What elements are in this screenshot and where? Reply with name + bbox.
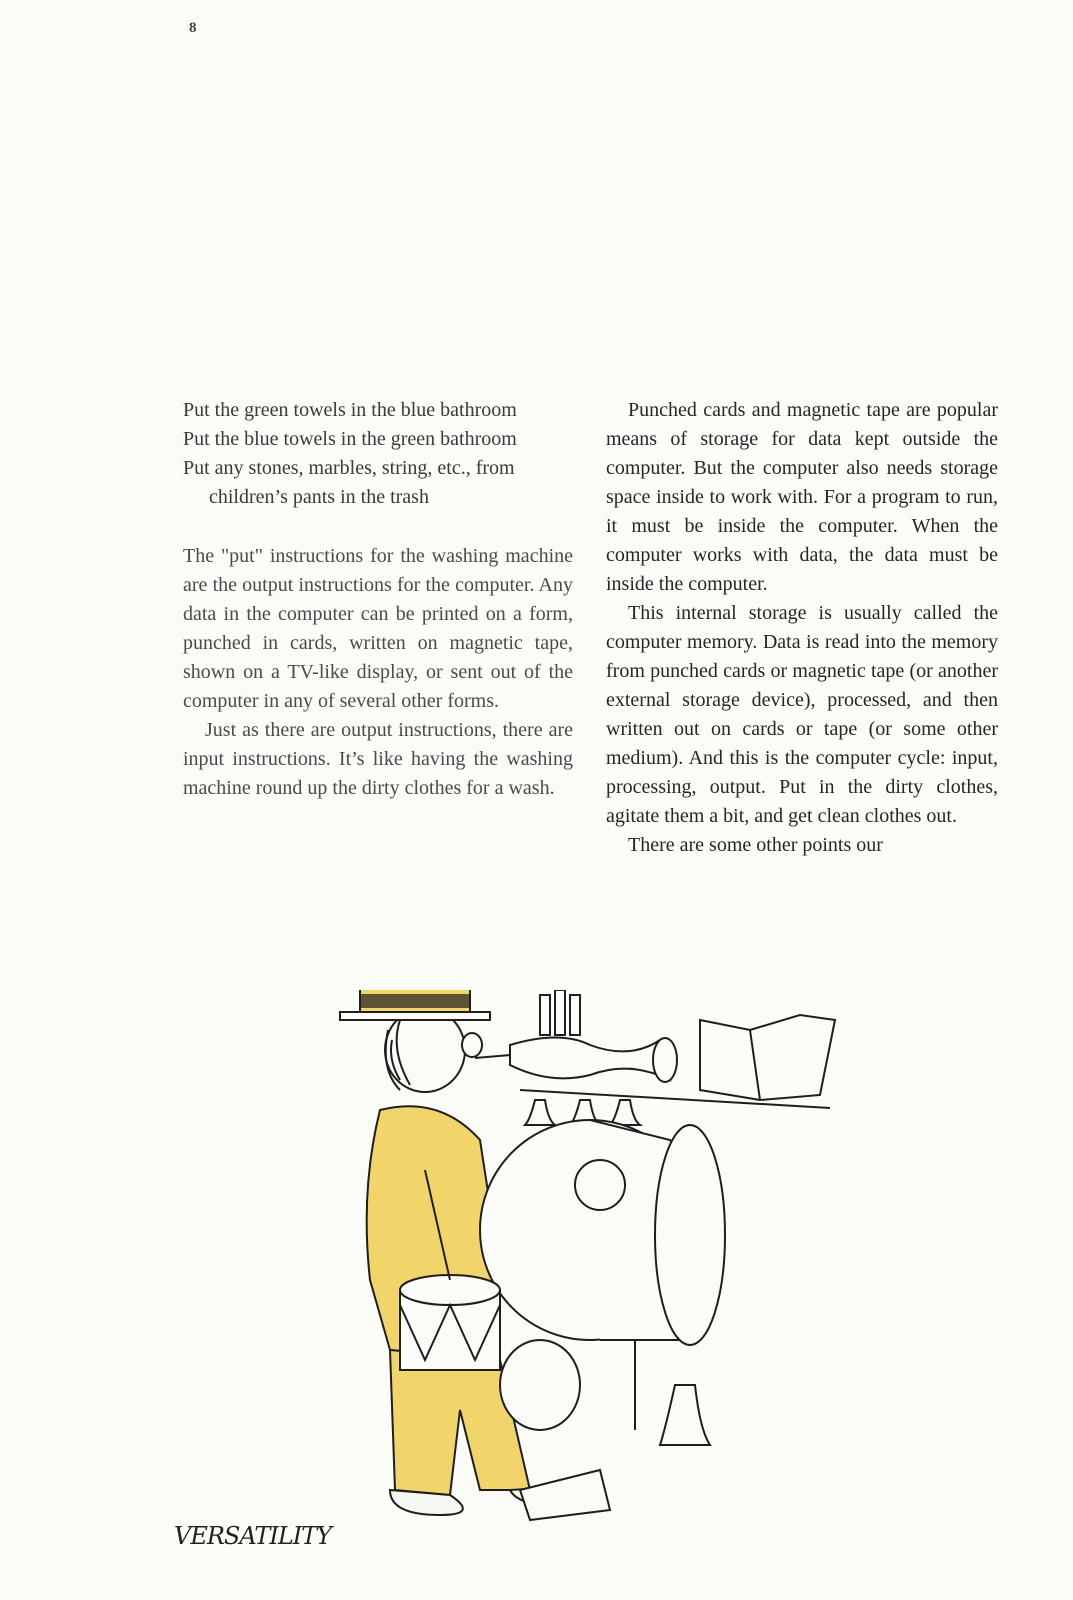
nose — [462, 1033, 482, 1057]
left-shoe — [390, 1490, 463, 1515]
trumpet-bell — [653, 1038, 677, 1082]
valve-1 — [540, 995, 550, 1035]
paragraph-input-instructions: Just as there are output instructions, there are input instructions. It’s like having the washing machine round up the dirty clothes for a wash. — [183, 719, 573, 799]
bell-1 — [525, 1100, 555, 1125]
hanging-bell — [660, 1385, 710, 1445]
valve-2 — [555, 990, 565, 1035]
page-number: 8 — [189, 20, 197, 36]
valve-3 — [570, 995, 580, 1035]
paragraph-external-storage: Punched cards and magnetic tape are popular means of storage for data kept outside the computer. But the computer also needs storage space inside to work with. For a program to run, it must be inside the computer. When the computer works with data, the data must be inside the computer. — [606, 399, 998, 595]
left-column — [183, 396, 573, 803]
trumpet — [510, 1038, 670, 1081]
music-book — [700, 1015, 835, 1100]
instruction-line-trash: Put any stones, marbles, string, etc., from children’s pants in the trash — [183, 457, 515, 508]
paragraph-output-instructions: The "put" instructions for the washing machine are the output instructions for the computer. Any data in the computer can be printed on a form, punched in cards, written on magnetic tape, shown on a TV-like display, or sent out of the computer in any of several other forms. — [183, 545, 573, 712]
right-column — [606, 396, 998, 860]
drum-logo — [575, 1160, 625, 1210]
instruction-line-blue-towels: Put the blue towels in the green bathroom — [183, 428, 517, 450]
paragraph-computer-memory: This internal storage is usually called the computer memory. Data is read into the memory from punched cards or magnetic tape (or another external storage device), processed, and then written out on cards or tape (or some other medium). And this is the computer cycle: input, processing, output. Put in the dirty clothes, agitate them a bit, and get clean clothes out. — [606, 602, 998, 827]
hat-brim — [340, 1012, 490, 1020]
mouthpiece — [475, 1055, 510, 1058]
accordion — [520, 1470, 610, 1520]
bell-3 — [610, 1100, 640, 1125]
instruction-line-green-towels: Put the green towels in the blue bathroom — [183, 399, 517, 421]
artist-signature: VERSATILITY — [174, 1522, 332, 1550]
paragraph-continuation: There are some other points our — [628, 834, 883, 856]
one-man-band-illustration — [330, 990, 850, 1550]
cymbal — [500, 1340, 580, 1430]
bass-drum-rim — [655, 1125, 725, 1345]
hat-band — [360, 995, 470, 1007]
spacer — [183, 512, 573, 542]
